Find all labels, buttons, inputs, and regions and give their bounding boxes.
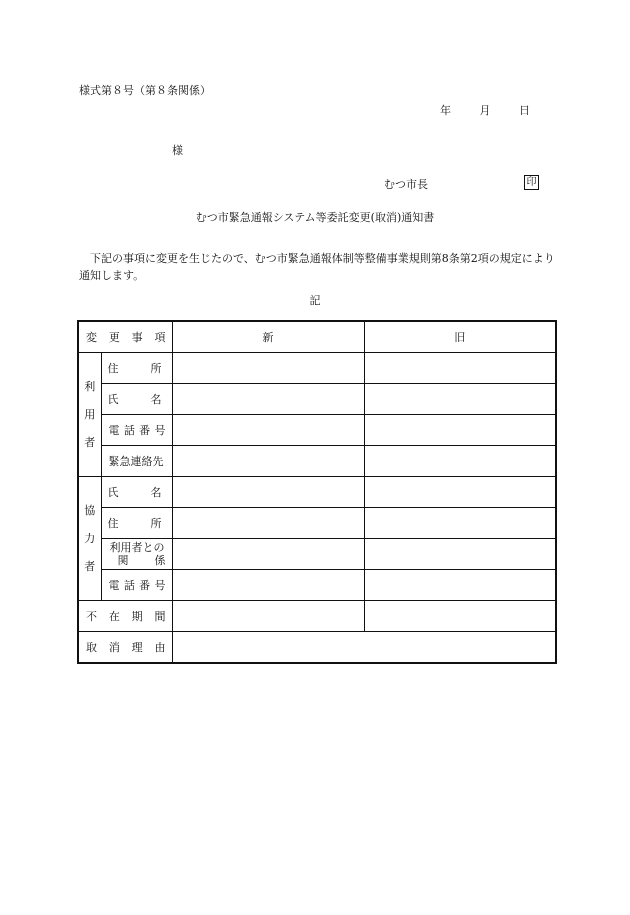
table-row bbox=[78, 601, 556, 632]
helper-phone-old[interactable] bbox=[364, 570, 556, 601]
user-phone-old[interactable] bbox=[364, 415, 556, 446]
helper-address-old[interactable] bbox=[364, 508, 556, 539]
cancel-reason-value[interactable] bbox=[172, 632, 556, 664]
table-row bbox=[78, 508, 556, 539]
table-row bbox=[78, 384, 556, 415]
header-new: 新 bbox=[172, 321, 364, 353]
user-address-old[interactable] bbox=[364, 353, 556, 384]
user-phone-new[interactable] bbox=[172, 415, 364, 446]
table-row bbox=[78, 632, 556, 664]
helper-name-label: 氏 名 bbox=[101, 477, 172, 508]
date-day: 日 bbox=[519, 104, 530, 117]
table-row bbox=[78, 353, 556, 384]
user-name-new[interactable] bbox=[172, 384, 364, 415]
absence-label: 不 在 期 間 bbox=[78, 601, 172, 632]
table-row bbox=[78, 539, 556, 570]
user-name-label: 氏 名 bbox=[101, 384, 172, 415]
issuer-name: むつ市長 bbox=[384, 178, 428, 191]
form-number: 様式第８号（第８条関係） bbox=[79, 84, 211, 97]
document-title: むつ市緊急通報システム等委託変更(取消)通知書 bbox=[195, 211, 435, 224]
helper-relation-label: 利用者との 関 係 bbox=[101, 539, 172, 570]
absence-new[interactable] bbox=[172, 601, 364, 632]
date-month: 月 bbox=[479, 104, 491, 117]
helper-phone-new[interactable] bbox=[172, 570, 364, 601]
body-text: 下記の事項に変更を生じたので、むつ市緊急通報体制等整備事業規則第8条第2項の規定により通知します。 bbox=[79, 252, 555, 282]
table-header-row bbox=[78, 321, 556, 353]
table-row bbox=[78, 477, 556, 508]
table-row bbox=[78, 446, 556, 477]
helper-name-old[interactable] bbox=[364, 477, 556, 508]
user-address-label: 住 所 bbox=[101, 353, 172, 384]
helper-phone-label: 電 話 番 号 bbox=[101, 570, 172, 601]
addressee-suffix: 様 bbox=[172, 144, 183, 157]
user-emergency-old[interactable] bbox=[364, 446, 556, 477]
user-phone-label: 電 話 番 号 bbox=[101, 415, 172, 446]
date-year: 年 bbox=[440, 104, 451, 117]
helper-relation-old[interactable] bbox=[364, 539, 556, 570]
helper-relation-new[interactable] bbox=[172, 539, 364, 570]
cancel-reason-label: 取 消 理 由 bbox=[78, 632, 172, 664]
helper-name-new[interactable] bbox=[172, 477, 364, 508]
header-change-item: 変 更 事 項 bbox=[78, 321, 172, 353]
helper-group-label: 協 力 者 bbox=[78, 477, 101, 601]
user-emergency-label: 緊急連絡先 bbox=[101, 446, 172, 477]
user-address-new[interactable] bbox=[172, 353, 364, 384]
table-row bbox=[78, 570, 556, 601]
seal-mark: 印 bbox=[524, 175, 539, 190]
user-group-label: 利 用 者 bbox=[78, 353, 101, 477]
helper-address-new[interactable] bbox=[172, 508, 364, 539]
table-row bbox=[78, 415, 556, 446]
date-line bbox=[440, 104, 530, 118]
absence-old[interactable] bbox=[364, 601, 556, 632]
ki-heading: 記 bbox=[309, 294, 321, 307]
header-old: 旧 bbox=[364, 321, 556, 353]
user-name-old[interactable] bbox=[364, 384, 556, 415]
user-emergency-new[interactable] bbox=[172, 446, 364, 477]
helper-address-label: 住 所 bbox=[101, 508, 172, 539]
change-table bbox=[77, 320, 557, 664]
